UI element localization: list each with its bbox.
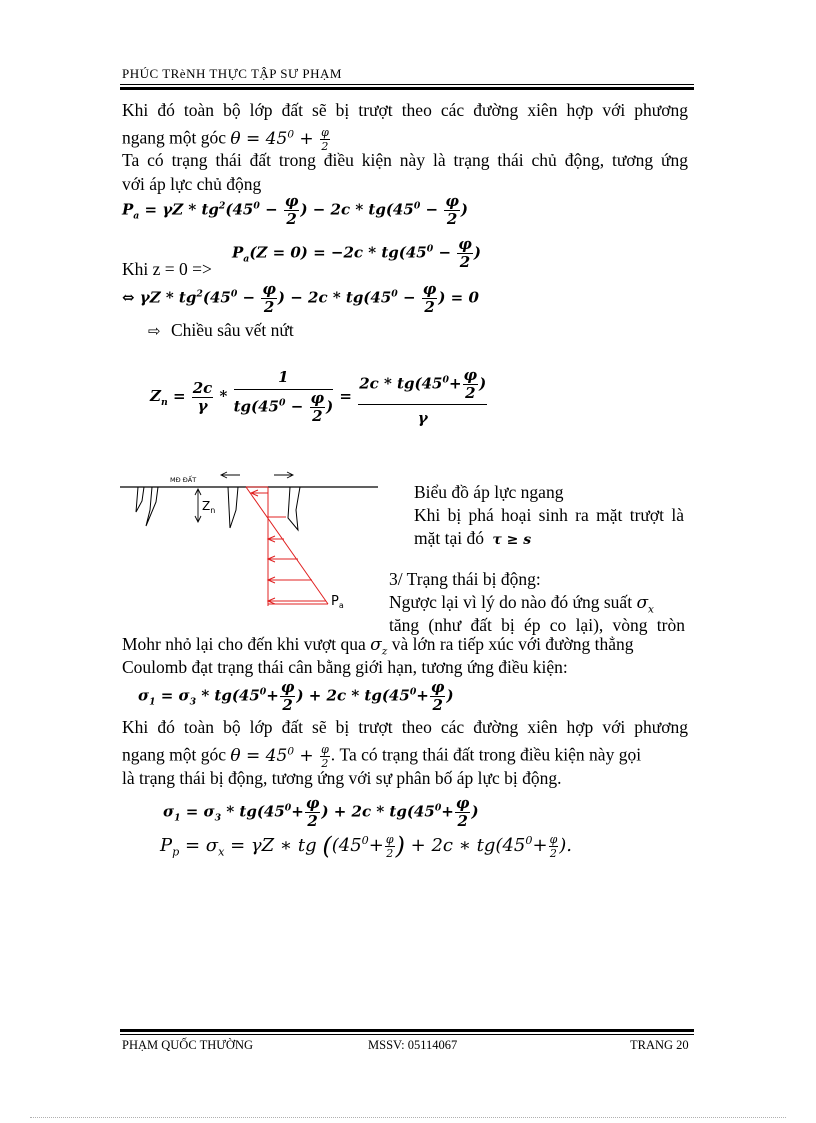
rpar: )	[395, 832, 405, 860]
zn-text: Z	[202, 499, 211, 513]
frac-den: 2	[549, 846, 557, 860]
footer-student-id: MSSV: 05114067	[368, 1038, 458, 1052]
open45: (45	[225, 200, 254, 219]
frac-num: φ	[549, 832, 558, 846]
footer-rule-thick	[120, 1029, 694, 1032]
p3-l2: Coulomb đạt trạng thái cân bằng giới hạn, tương ứng điều kiện:	[122, 657, 568, 677]
eq-pp	[160, 832, 572, 860]
ground-label: MĐ ĐẤT	[170, 476, 197, 484]
frac-num: φ	[280, 678, 295, 696]
zn-lhs: Z	[150, 387, 161, 405]
times: *	[214, 387, 233, 405]
frac-den: γ	[197, 396, 208, 415]
plus: +	[416, 686, 429, 705]
plus: +	[532, 835, 548, 856]
frac-num: φ	[430, 678, 445, 696]
crack-4	[288, 487, 300, 530]
frac-den: 2	[424, 298, 435, 316]
eq-iff	[122, 282, 479, 315]
frac-num: φ	[458, 235, 472, 253]
plus2c: + 2c * tg(45	[303, 686, 410, 705]
deg: 0	[525, 834, 533, 847]
frac-num: φ	[445, 192, 459, 210]
eqs: =	[167, 387, 191, 405]
plus: +	[441, 802, 454, 821]
theta-formula-2	[230, 742, 330, 770]
close: )	[479, 374, 487, 393]
frac-num: φ	[455, 794, 470, 812]
frac-num: φ	[305, 794, 320, 812]
pp-x: x	[218, 845, 225, 859]
close: )	[300, 200, 308, 219]
frac-num: φ	[422, 280, 437, 298]
s3: = σ	[155, 686, 190, 705]
side-l6: tăng (như đất bị ép co lại), vòng tròn	[389, 615, 685, 635]
khi-z0: Khi z = 0 =>	[122, 259, 212, 279]
page-header: PHÚC TRèNH THỰC TẬP SƯ PHẠM	[122, 66, 342, 81]
minus: −	[237, 288, 261, 307]
tau-ineq: τ ≥ s	[492, 532, 532, 548]
theta-lhs: θ = 45	[230, 128, 288, 149]
page-bottom-border	[30, 1117, 786, 1118]
side-l4: 3/ Trạng thái bị động:	[389, 569, 541, 589]
side-l1: Biểu đồ áp lực ngang	[414, 482, 564, 502]
plus: +	[266, 686, 279, 705]
minus: −	[285, 397, 309, 416]
crack-line	[148, 318, 294, 343]
p4-l2b: . Ta có trạng thái đất trong điều kiện này gọi	[330, 744, 642, 765]
pa-sub: a	[243, 253, 250, 265]
plus: +	[368, 835, 384, 856]
close: )	[446, 686, 454, 705]
frac-num-tg	[358, 368, 487, 405]
frac-den: 2	[307, 812, 318, 830]
p4-l2a: ngang một góc	[122, 744, 227, 765]
header-rule-thick	[120, 87, 694, 90]
plus: +	[291, 802, 304, 821]
crack-text: Chiều sâu vết nứt	[170, 320, 294, 340]
s1-sub: 1	[149, 696, 156, 708]
eq-pa	[122, 194, 468, 227]
pa-lhs: P	[122, 200, 134, 219]
sq: 2	[196, 288, 203, 300]
sx: σ	[636, 593, 649, 613]
eqs: =	[334, 387, 358, 405]
s1rhs: * tg(45	[221, 802, 285, 821]
sigma-z	[370, 635, 388, 658]
s3: = σ	[180, 802, 215, 821]
zn-sub: n	[160, 397, 168, 408]
frac-den: 2	[446, 210, 458, 228]
eq0: ) = 0	[438, 288, 479, 307]
eq-z0	[232, 237, 481, 270]
crack-2	[146, 487, 158, 526]
s1-sub: 1	[174, 812, 181, 824]
plus: +	[299, 128, 314, 149]
eq-sigma1-a	[138, 680, 454, 713]
deg: 0	[434, 802, 442, 814]
pp-rhs2: = γZ ∗ tg	[224, 835, 323, 856]
deg: 0	[361, 834, 369, 847]
frac-den: 2	[457, 812, 468, 830]
deg: 0	[426, 243, 434, 255]
close: )	[473, 243, 481, 262]
deg: 0	[253, 200, 260, 212]
pressure-distribution	[246, 487, 328, 606]
s3-sub: 3	[214, 812, 222, 824]
frac-num: φ	[310, 389, 325, 407]
side-l3	[414, 526, 531, 552]
s1: σ	[163, 802, 175, 821]
pressure-diagram	[118, 468, 390, 618]
p3-l1b: và lớn ra tiếp xúc với đường thẳng	[391, 634, 634, 654]
pa-sub: a	[338, 601, 344, 610]
frac-den: 2	[286, 210, 297, 228]
pa-sub: a	[133, 210, 140, 222]
twoctg: 2c * tg(45	[359, 374, 443, 393]
s1: σ	[138, 686, 150, 705]
side-l3-text: mặt tại đó	[414, 528, 484, 548]
frac-den: γ	[417, 409, 428, 427]
open45: (45	[331, 835, 362, 856]
close: )	[460, 200, 468, 219]
frac-den: 2	[321, 756, 329, 770]
crack-1	[136, 487, 144, 512]
p1-line3: Ta có trạng thái đất trong điều kiện này là trạng thái chủ động, tương ứng	[122, 150, 688, 170]
pa-label	[331, 594, 344, 610]
pp-rhs3: + 2c ∗ tg(45	[404, 835, 526, 856]
footer-author: PHẠM QUỐC THƯỜNG	[122, 1038, 254, 1052]
pp-end: ).	[559, 835, 573, 856]
s1rhs: * tg(45	[196, 686, 260, 705]
plus2c: + 2c * tg(45	[328, 802, 435, 821]
deg: 0	[259, 686, 267, 698]
crack-3	[228, 487, 238, 528]
minus2c: − 2c * tg(45	[307, 200, 414, 219]
tg45: tg(45	[233, 397, 279, 416]
lpar: (	[322, 832, 332, 860]
frac-num: φ	[385, 832, 394, 846]
pp-lhs: P	[160, 835, 173, 856]
sq: 2	[218, 200, 226, 212]
frac-den-tg	[234, 390, 334, 424]
minus: −	[433, 243, 457, 262]
pp-sub: p	[172, 845, 180, 859]
open45: (45	[202, 288, 231, 307]
deg: 0	[279, 397, 286, 409]
sx-sub: x	[648, 603, 654, 616]
frac-den: 2	[282, 696, 293, 714]
minus: −	[420, 200, 444, 219]
frac-den: 2	[312, 407, 323, 425]
footer-rule-thin	[120, 1034, 694, 1035]
deg: 0	[287, 128, 295, 140]
frac-den: 2	[386, 846, 394, 860]
deg: 0	[287, 745, 295, 757]
p3-l1a: Mohr nhỏ lại cho đến khi vượt qua	[122, 634, 366, 654]
footer-page-number: TRANG 20	[630, 1038, 689, 1052]
frac-num: φ	[262, 280, 276, 298]
deg: 0	[230, 288, 238, 300]
side-l2: Khi bị phá hoại sinh ra mặt trượt là	[414, 505, 684, 525]
p1-line4: với áp lực chủ động	[122, 174, 262, 194]
p1-line2-text: ngang một góc	[122, 127, 227, 148]
frac-den: 2	[263, 298, 275, 316]
pp-rhs: = σ	[179, 835, 219, 856]
deg: 0	[413, 200, 421, 212]
close: )	[277, 288, 286, 307]
p4-l1: Khi đó toàn bộ lớp đất sẽ bị trượt theo các đường xiên hợp với phương	[122, 717, 688, 737]
eq-zn	[150, 368, 488, 426]
frac-num: φ	[321, 125, 329, 139]
p4-l3: là trạng thái bị động, tương ứng với sự phân bố áp lực bị động.	[122, 768, 562, 788]
plus: +	[448, 374, 462, 393]
side-l5-text: Ngược lại vì lý do nào đó ứng suất	[389, 592, 633, 612]
frac-den: 2	[459, 253, 471, 271]
close: )	[471, 802, 479, 821]
zn-sub: n	[210, 506, 216, 515]
theta-formula	[230, 125, 330, 153]
theta-lhs: θ = 45	[230, 745, 288, 766]
p4-l2	[122, 739, 641, 769]
p1-line1: Khi đó toàn bộ lớp đất sẽ bị trượt theo các đường xiên hợp với phương	[122, 100, 688, 120]
sz-sub: z	[381, 645, 388, 658]
frac-num: 2c	[192, 378, 213, 397]
iff: ⇔ γZ * tg	[122, 288, 197, 307]
header-rule-thin	[120, 84, 694, 85]
minus: −	[397, 288, 421, 307]
zn-label	[202, 499, 215, 515]
pa-lhs: P	[232, 243, 244, 262]
frac-den: 2	[432, 696, 443, 714]
sigma-x	[636, 593, 654, 616]
pa-rhs: = γZ * tg	[139, 200, 219, 219]
deg: 0	[391, 288, 398, 300]
s3-sub: 3	[189, 696, 197, 708]
deg: 0	[409, 686, 417, 698]
frac-num: 1	[234, 370, 334, 390]
z0-lhs: (Z = 0) = −2c * tg(45	[249, 243, 427, 262]
frac-den: 2	[321, 139, 329, 153]
sz: σ	[370, 635, 382, 655]
arrow-icon: ⇨	[148, 322, 161, 340]
minus: −	[259, 200, 283, 219]
eq-sigma1-b	[163, 796, 479, 829]
frac-den: 2	[465, 384, 476, 402]
frac-num: φ	[463, 366, 478, 384]
close: )	[326, 397, 334, 416]
frac-num: φ	[321, 742, 329, 756]
minus2c: − 2c * tg(45	[285, 288, 392, 307]
deg: 0	[284, 802, 292, 814]
frac-num: φ	[284, 192, 299, 210]
deg: 0	[442, 374, 449, 386]
pa-text: P	[331, 594, 339, 609]
plus: +	[299, 745, 314, 766]
close: )	[321, 802, 329, 821]
close: )	[296, 686, 304, 705]
